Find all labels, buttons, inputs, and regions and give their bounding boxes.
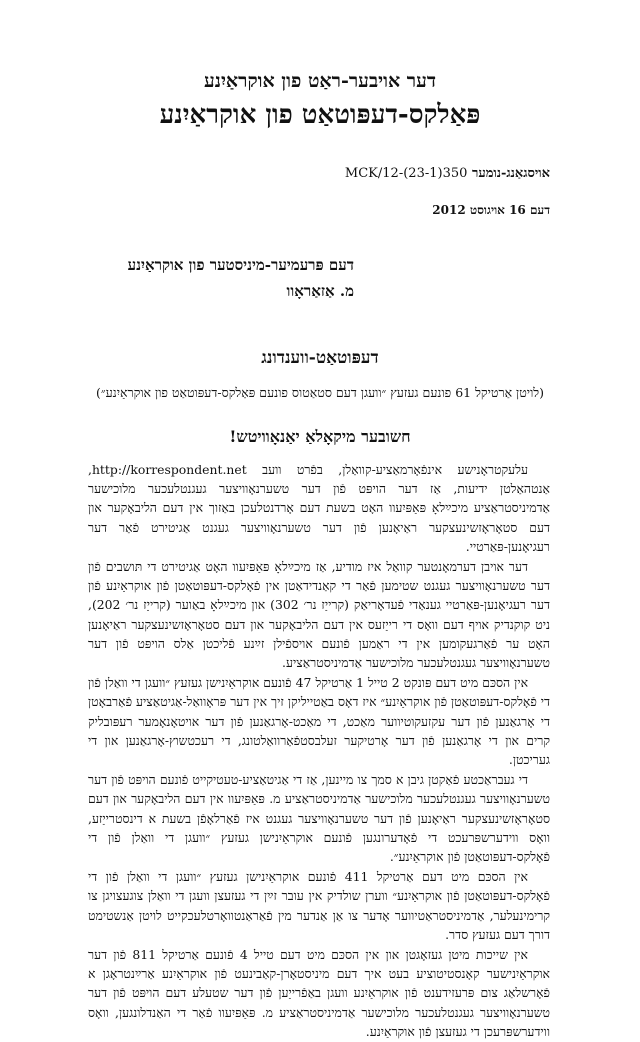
addressee-position: דעם פּרעמיער-מיניסטער פון אוקראַיִנע — [127, 256, 354, 274]
letter-date: דעם 16 אויגוסט 2012 — [432, 203, 550, 217]
body-paragraph: אין הסכּם מיט דעם פּונקט 2 טייל 1 אַרטיקל 47 פֿונעם אוקראַיִנישן געזעץ ״וועגן די וואַלן פֿון די פֿאָלקס-דעפּוטאַטן פֿון אוקראַיִנע״ איז דאָס באַטייליקן זיך אין דער פּראָוואַל-אַגיטאַציע פֿאַרבאָטן די אָרגאַנען פֿון דער עקזעקוטיווער מאַכט, די מאַכט-אָרגאַנען פֿון דער אויטאָנאָמער רעפּובליק קרים און די אָרגאַנען פֿון דער אָרטיקער זעלבסטפֿאַרוואַלטונג, די רעכטשוץ-אָרגאַנען און די געריכטן. — [88, 675, 550, 768]
body-paragraph: אין הסכּם מיט דעם אַרטיקל 411 פֿונעם אוקראַיִנישן געזעץ ״וועגן די וואַלן פֿון די פֿאָלקס-דעפּוטאַטן פֿון אוקראַיִנע״ ווערן שולדיק אין עובר זײַן די געזעצן וועגן די וואַלן צוגעצויגן צו קרימינעלער, אַדמיניסטראַטיווער אָדער צו אַן אַנדער מין פֿאַראַנטוואָרטלעכקייט לויטן אַנשטימט דורך דעם געזעץ סדר. — [88, 869, 550, 942]
addressee-name: מ. אַזאַראָוו — [286, 282, 354, 300]
letter-body — [88, 460, 550, 1042]
reference-number — [345, 165, 550, 181]
body-paragraph: דער אויבן דערמאָנטער קוואַל איז מודיע, אַז מיכײַלאָ פּאַפּיִעוו האָט אַגיטירט די תּושבים פֿון דער טשערנאָוויצער געגנט שטימען פֿאַר די קאַנדידאַטן אין פֿאָלקס-דעפּוטאַטן פֿון אוקראַיִנע פֿון דער רעגיאָנען-פּאַרטיי גענאַדי פֿעדאָריאַק (קרייַז נר׳ 302) און מיכײַלאָ באַוער (קרייַז נר׳ 202), ניט קוקנדיק אויף דעם וואָס די רייַזעס אין דעם הליבאָקער און דעם סטאָראָזשינעצקער ראַיאָנען האָט ער פֿאַרגעקומען אין די ראַמען פֿונעם אויספֿילן זײַנע פֿליכטן אַלס הויפּט פֿון דער טשערנאָוויצער געגנטלעכער מלוכישער אַדמיניסטראַציע. — [88, 559, 550, 671]
body-paragraph: די געבראַכטע פֿאַקטן גיבן א סמך צו מיינען, אַז די אַגיטאַציע-טעטיקייט פֿונעם הויפּט פֿון דער טשערנאָוויצער געגנטלעכער מלוכישער אַדמיניסטראַציע מ. פּאַפּיִעוו אין דעם הליבאָקער און דעם סטאָראָזשינעצקער ראַיאָנען פֿון דער טשערנאָוויצער געגנט איז פֿאַרלאָפֿן בשעת א דינסטרייַזע, וואָס ווידערשפּרעכט די פֿאָדערונגען פֿונעם אוקראַיִנישן געזעץ ״וועגן די וואַלן פֿון די פֿאָלקס-דעפּוטאַטן פֿון אוקראַיִנע״. — [88, 772, 550, 865]
header-institution: דער אויבער-ראַט פון אוקראַיִנע — [204, 70, 436, 92]
reference-label: אויסגאַנג-נומער — [471, 166, 550, 181]
body-paragraph: אין שייכות מיטן געזאָגטן און אין הסכּם מיט דעם טייל 4 פֿונעם אַרטיקל 811 פֿון דער אוקראַיִנישער קאָנסטיטוציע בעט איך דעם מיניסטאָרן-קאַבינעט פֿון אוקראַיִנע אַרײַנטראָגן א פֿאָרשלאַג צום פּרעזידענט פֿון אוקראַיִנע וועגן באַפֿרייַען פֿון דער שטעלע דעם הויפּט פֿון דער טשערנאָוויצער געגנטלעכער מלוכישער אַדמיניסטראַציע מ. פּאַפּיִעוו פֿאַר די האַנדלונגען, וואָס ווידערשפּרעכן די געזעצן פֿון אוקראַיִנע. — [88, 947, 550, 1039]
document-title: דעפּוטאַט-ווענדונג — [261, 348, 379, 368]
body-paragraph: עלעקטראָנישע אינפֿאָרמאַציע-קוואַלן, בפֿרט וועב http://korrespondent.net, אַנטהאַלטן ידיעות, אַז דער הויפּט פֿון דער טשערנאָוויצער געגנטלעכער מלוכישער אַדמיניסטראַציע מיכײַלאָ פּאַפּיִעוו האָט בשעת דעם אָרדנטלעכן באַזוך אין דעם הליבאָקער און דעם סטאָראָזשינעצקער ראַיאָנען פֿון דער טשערנאָוויצער געגנט אַגיטירט פֿאַר דער רעגיאָנען-פּאַרטיי. — [88, 462, 550, 554]
header-title: פּאַלקס-דעפּוטאַט פון אוקראַיִנע — [159, 100, 481, 130]
reference-code: 350(23-1)-12/MCK — [344, 166, 468, 181]
document-subtitle: (לויטן אַרטיקל 61 פונעם געזעץ ״וועגן דעם סטאַטוס פונעם פּאַלקס-דעפּוטאַט פון אוקראַיִנע״) — [95, 385, 544, 400]
salutation: חשובער מיקאָלאַ יאַנאָוויטש! — [229, 427, 411, 446]
